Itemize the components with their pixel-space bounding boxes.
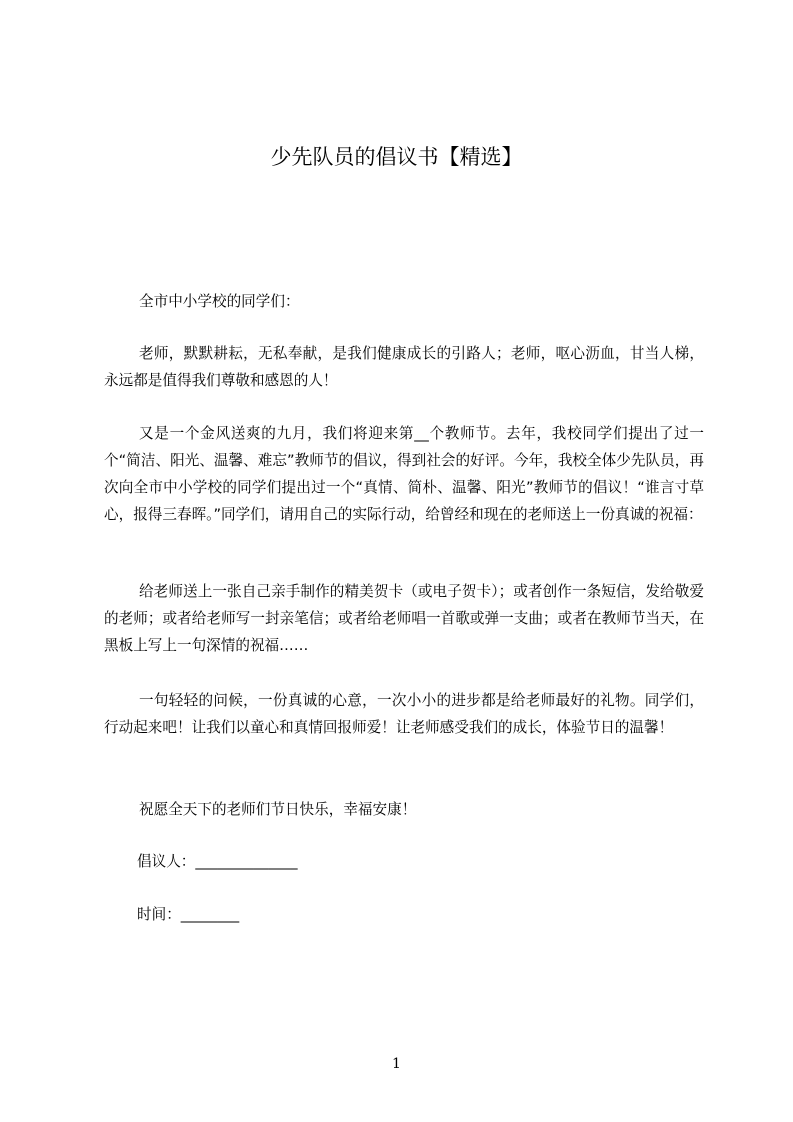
paragraph-3: 给老师送上一张自己亲手制作的精美贺卡（或电子贺卡）；或者创作一条短信，发给敬爱的老师；或者给老师写一封亲笔信；或者给老师唱一首歌或弹一支曲；或者在教师节当天，在黑板上写上一句深情的祝福…… bbox=[104, 583, 704, 654]
date-line: 时间：________ bbox=[137, 906, 240, 923]
salutation: 全市中小学校的同学们： bbox=[139, 293, 300, 310]
closing-wish: 祝愿全天下的老师们节日快乐，幸福安康！ bbox=[139, 801, 417, 818]
document-title: 少先队员的倡议书【精选】 bbox=[270, 145, 523, 169]
initiator-line: 倡议人：______________ bbox=[137, 853, 298, 870]
paragraph-1: 老师，默默耕耘，无私奉献，是我们健康成长的引路人；老师，呕心沥血，甘当人梯，永远都是值得我们尊敬和感恩的人！ bbox=[104, 345, 704, 389]
paragraph-2: 又是一个金风送爽的九月，我们将迎来第__个教师节。去年，我校同学们提出了过一个“简洁、阳光、温馨、难忘”教师节的倡议，得到社会的好评。今年，我校全体少先队员，再次向全市中小学校的同学们提出过一个“真情、简朴、温馨、阳光”教师节的倡议！“谁言寸草心，报得三春晖。”同学们，请用自己的实际行动，给曾经和现在的老师送上一份真诚的祝福： bbox=[104, 425, 704, 523]
page-number: 1 bbox=[392, 1056, 401, 1072]
paragraph-4: 一句轻轻的问候，一份真诚的心意，一次小小的进步都是给老师最好的礼物。同学们，行动起来吧！让我们以童心和真情回报师爱！让老师感受我们的成长，体验节日的温馨！ bbox=[104, 692, 704, 736]
